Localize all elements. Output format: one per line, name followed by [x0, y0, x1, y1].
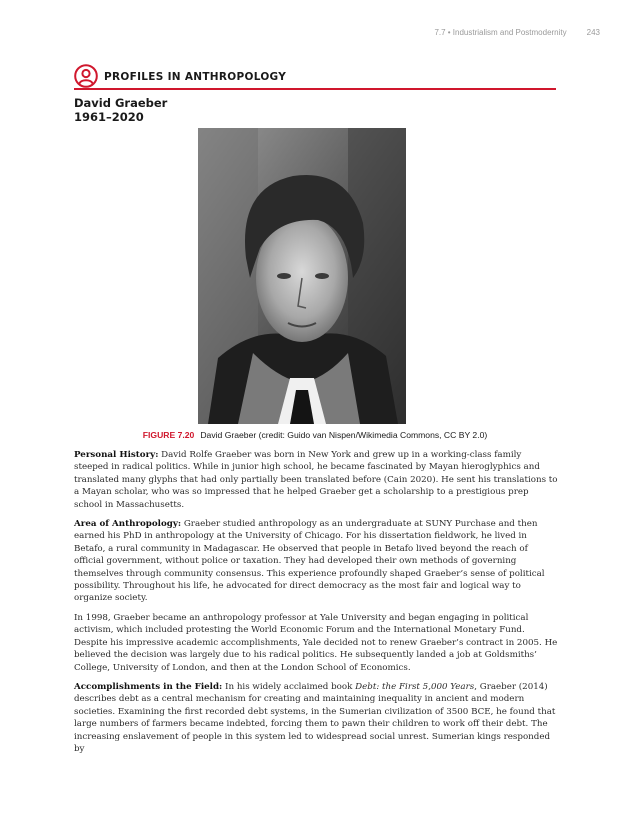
running-head — [434, 28, 600, 37]
feature-header — [74, 64, 556, 90]
accomplishments-heading: Accomplishments in the Field: — [74, 681, 223, 692]
page-number: 243 — [586, 28, 600, 37]
area-heading: Area of Anthropology: — [74, 519, 182, 530]
personal-history-paragraph — [74, 449, 558, 511]
profile-body — [74, 449, 558, 762]
personal-history-text: David Rolfe Graeber was born in New York and grew up in a working-class family steeped in radical politics. While in junior high school, he became fascinated by Mayan hieroglyphics and translated many glyphs that had only partially been translated before (Cain 2020). He sent his translations to a Mayan scholar, who was so impressed that he helped Graeber get a scholarship to a prestigious prep school in Massachusetts. — [74, 450, 558, 510]
career-paragraph: In 1998, Graeber became an anthropology professor at Yale University and began engaging in political activism, which included protesting the World Economic Forum and the International Monetary Fund. Despite his impressive academic accomplishments, Yale decided not to renew Graeber’s contract in 2005. He believed the decision was largely due to his radical politics. He subsequently landed a job at Goldsmiths’ College, University of London, and then at the London School of Economics. — [74, 612, 558, 673]
person-profile-icon — [74, 64, 98, 88]
running-head-section: 7.7 • Industrialism and Postmodernity — [434, 28, 567, 37]
portrait-illustration — [198, 128, 406, 424]
area-paragraph — [74, 518, 558, 605]
person-dates: 1961–2020 — [74, 110, 144, 124]
figure-caption — [74, 430, 556, 440]
book-title: Debt: the First 5,000 Years — [355, 681, 475, 692]
personal-history-heading: Personal History: — [74, 450, 159, 460]
accomplishments-text-before: In his widely acclaimed book — [222, 681, 356, 692]
accomplishments-paragraph — [74, 681, 558, 755]
figure-caption-text: David Graeber (credit: Guido van Nispen/Wikimedia Commons, CC BY 2.0) — [200, 430, 488, 440]
area-text: Graeber studied anthropology as an undergraduate at SUNY Purchase and then earned his PhD in anthropology at the University of Chicago. For his dissertation fieldwork, he lived in Betafo, a rural community in Madagascar. He observed that people in Betafo lived beyond the reach of official government, without police or taxation. They had developed their own methods of governing themselves through community consensus. This experience profoundly shaped Graeber’s sense of political possibility. Throughout his life, he advocated for direct democracy as the most fair and logical way to organize society. — [74, 519, 545, 604]
portrait-photo — [198, 128, 406, 424]
feature-label: PROFILES IN ANTHROPOLOGY — [104, 71, 287, 83]
person-name: David Graeber — [74, 96, 168, 110]
figure-label: FIGURE 7.20 — [142, 430, 195, 440]
accomplishments-text-after: , Graeber (2014) describes debt as a central mechanism for creating and maintaining inequality in ancient and modern societies. Examining the first recorded debt systems, in the Sumerian civilization of 3500 BCE, he found that large numbers of farmers became indebted, forcing them to pawn their children to work off their debt. The increasing enslavement of people in this system led to widespread social unrest. Sumerian kings responded by — [74, 681, 556, 754]
